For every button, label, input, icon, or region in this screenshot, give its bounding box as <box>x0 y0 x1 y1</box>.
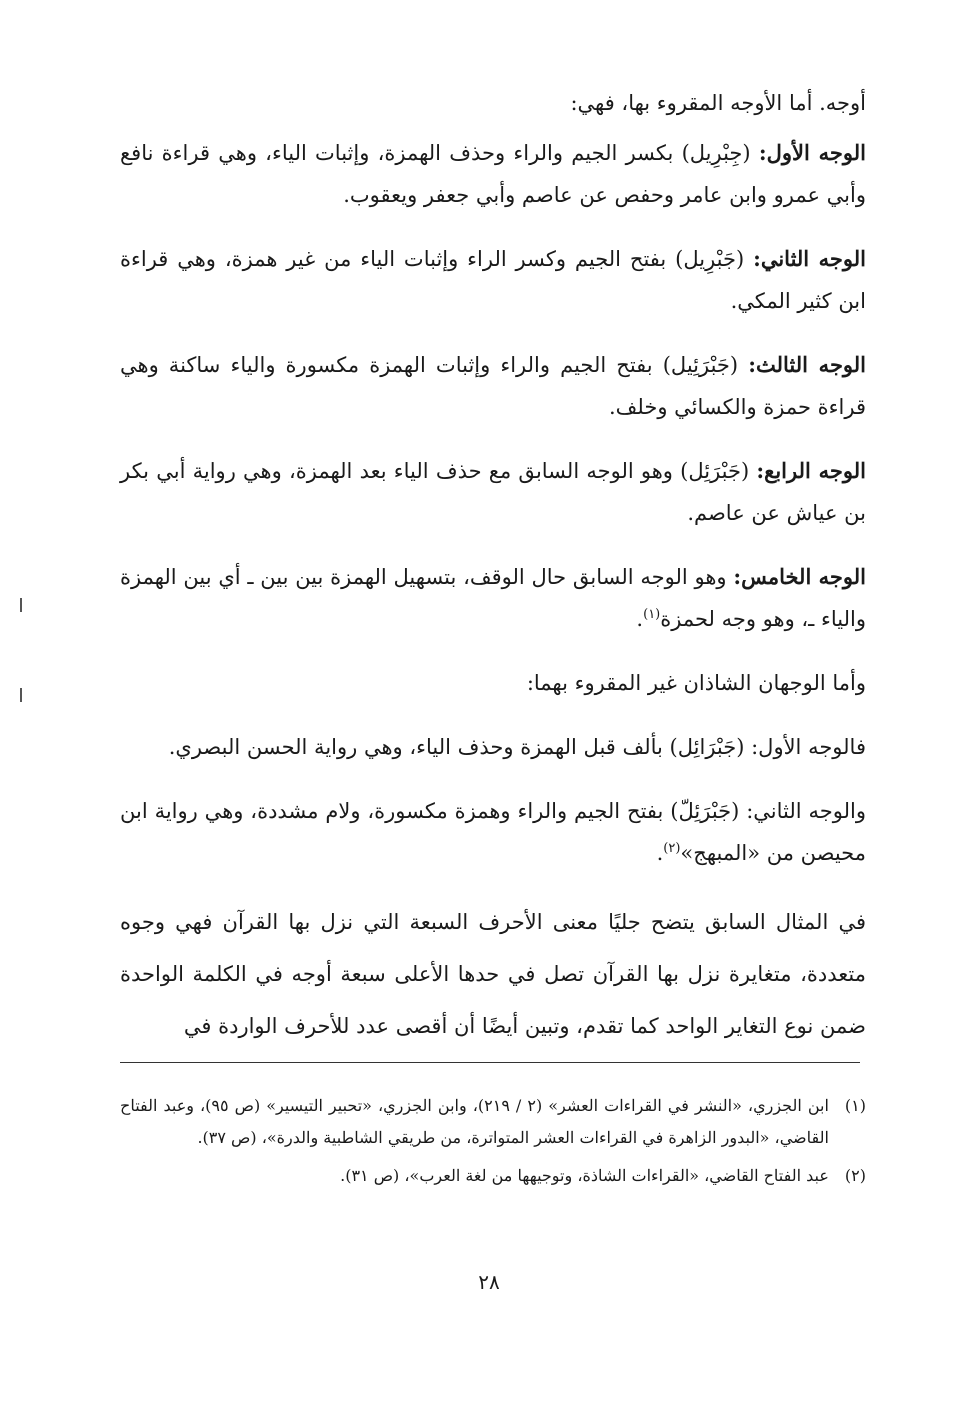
reading-label: الوجه الثاني: <box>753 246 866 271</box>
footnote-ref-2[interactable]: (٢) <box>663 841 681 856</box>
reading-1 <box>120 132 866 216</box>
shadh-reading-2 <box>120 790 866 874</box>
reading-label: الوجه الرابع: <box>756 458 866 483</box>
reading-text: (جَبْرَئِيل) بفتح الجيم والراء وإثبات الهمزة مكسورة والياء ساكنة وهي قراءة حمزة والكسائي وخلف. <box>120 353 866 419</box>
page-number: ٢٨ <box>478 1270 500 1294</box>
reading-text: (جَبْرِيل) بفتح الجيم وكسر الراء وإثبات الياء من غير همزة، وهي قراءة ابن كثير المكي. <box>120 247 866 313</box>
footnote-number: (١) <box>844 1096 866 1115</box>
reading-4 <box>120 450 866 534</box>
reading-label: الوجه الأول: <box>758 140 866 165</box>
reading-label: الوجه الخامس: <box>733 564 866 589</box>
footnote-ref-1[interactable]: (١) <box>643 607 661 622</box>
footnote-text: عبد الفتاح القاضي، «القراءات الشاذة، وتوجيهها من لغة العرب»، (ص ٣١). <box>340 1166 829 1185</box>
reading-2 <box>120 238 866 322</box>
main-text <box>120 82 866 1074</box>
opening-line: أوجه. أما الأوجه المقروء بها، فهي: <box>570 91 866 115</box>
sentence-end: . <box>656 841 664 865</box>
footnote-1 <box>120 1090 866 1154</box>
reading-text: والوجه الثاني: (جَبْرَئِلّ) بفتح الجيم والراء وهمزة مكسورة، ولام مشددة، وهي رواية ابن محيصن من «المبهج» <box>120 799 866 865</box>
sentence-end: . <box>636 607 644 631</box>
shadh-reading-1 <box>120 726 866 768</box>
footnote-text: ابن الجزري، «النشر في القراءات العشر» (٢ / ٢١٩)، وابن الجزري، «تحبير التيسير» (ص ٩٥)، وعبد الفتاح القاضي، «البدور الزاهرة في القراءات العشر المتواترة، من طريقي الشاطبية والدرة»، (ص ٣٧). <box>120 1096 829 1147</box>
footnotes <box>120 1090 866 1198</box>
margin-mark <box>20 688 22 702</box>
reading-text: فالوجه الأول: (جَبْرَائِل) بألف قبل الهمزة وحذف الياء، وهي رواية الحسن البصري. <box>168 735 866 759</box>
footnote-divider <box>120 1062 860 1063</box>
reading-5 <box>120 556 866 640</box>
margin-mark <box>20 598 22 612</box>
conclusion-paragraph: في المثال السابق يتضح جليًا معنى الأحرف السبعة التي نزل بها القرآن فهي وجوه متعددة، متغايرة نزل بها القرآن تصل في حدها الأعلى سبعة أوجه في الكلمة الواحدة ضمن نوع التغاير الواحد كما تقدم، وتبين أيضًا أن أقصى عدد للأحرف الواردة في <box>120 910 866 1038</box>
reading-label: الوجه الثالث: <box>748 352 867 377</box>
footnote-number: (٢) <box>844 1166 866 1185</box>
reading-text: وهو الوجه السابق حال الوقف، بتسهيل الهمزة بين بين ـ أي بين الهمزة والياء ـ، وهو وجه لحمزة <box>120 565 866 631</box>
reading-3 <box>120 344 866 428</box>
shadh-intro: وأما الوجهان الشاذان غير المقروء بهما: <box>526 671 866 695</box>
reading-text: (جَبْرَئِل) وهو الوجه السابق مع حذف الياء بعد الهمزة، وهي رواية أبي بكر بن عياش عن عاصم. <box>120 459 866 525</box>
footnote-2 <box>120 1160 866 1192</box>
reading-text: (جِبْرِيل) بكسر الجيم والراء وحذف الهمزة، وإثبات الياء، وهي قراءة نافع وأبي عمرو وابن عامر وحفص عن عاصم وأبي جعفر ويعقوب. <box>120 141 866 207</box>
